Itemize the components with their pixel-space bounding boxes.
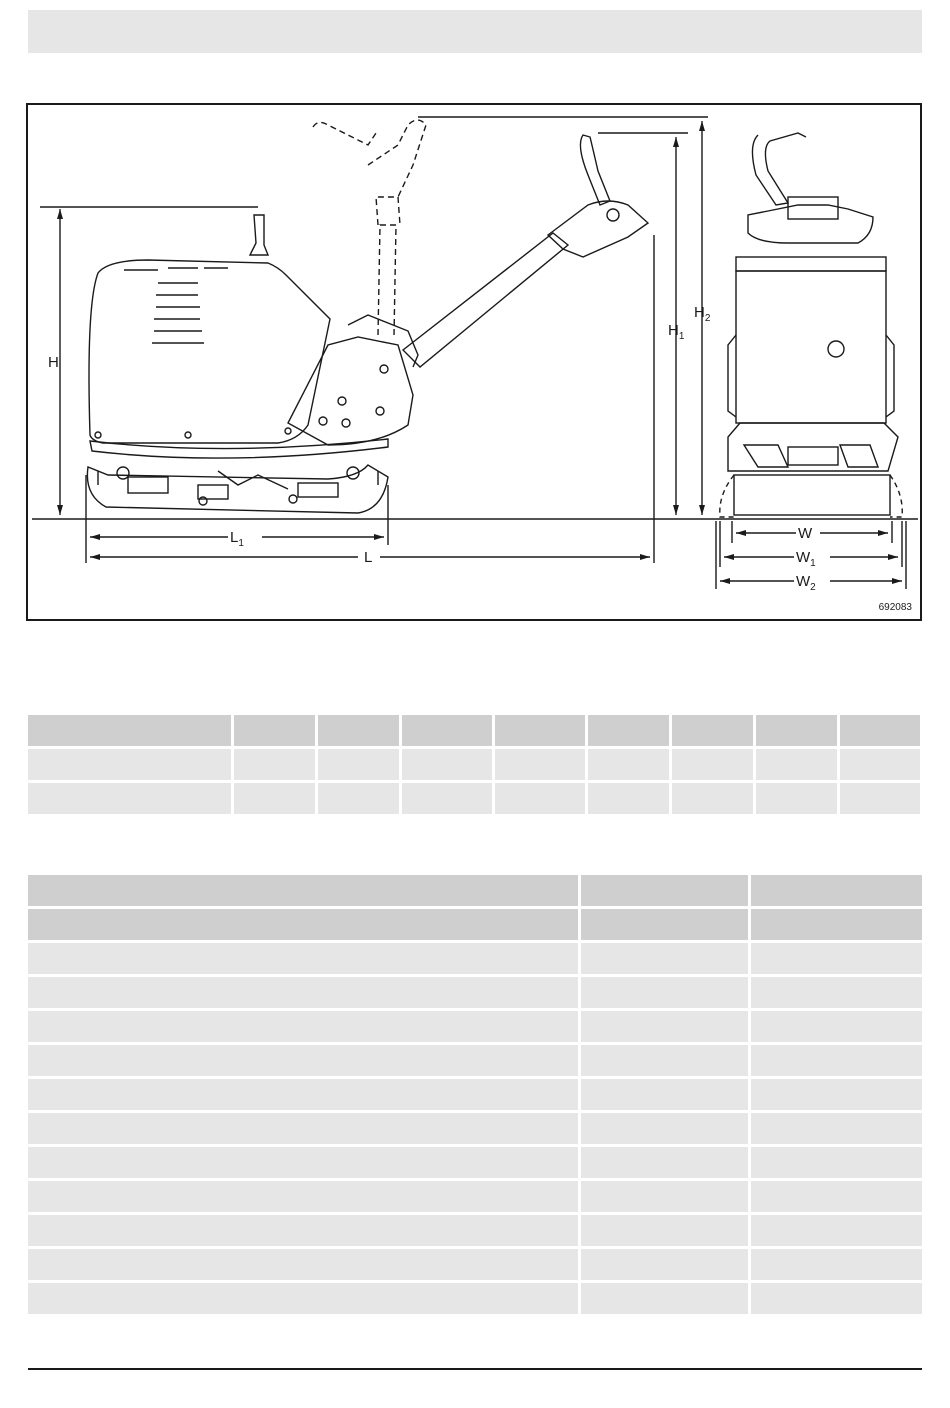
table-cell (751, 1079, 922, 1110)
table-cell (581, 1249, 748, 1280)
table-cell (581, 1113, 748, 1144)
label-w1: $W_1$ (796, 549, 816, 569)
table-row (28, 1147, 922, 1178)
table-cell (751, 1283, 922, 1314)
table-cell (581, 1181, 748, 1212)
table-cell (756, 749, 837, 780)
table-cell (840, 783, 920, 814)
table-cell (751, 943, 922, 974)
label-h2: $H_2$ (694, 304, 711, 324)
table-cell (672, 783, 753, 814)
label-l1: $L_1$ (230, 529, 244, 549)
table-cell (28, 1113, 578, 1144)
front-engine-body (736, 271, 886, 423)
table-cell (751, 1011, 922, 1042)
table-cell (581, 1079, 748, 1110)
table-cell (756, 783, 837, 814)
table-row (28, 1045, 922, 1076)
table-cell (402, 749, 492, 780)
front-base-plate (734, 475, 890, 515)
table-cell (588, 715, 669, 746)
table-cell (402, 715, 492, 746)
table-cell (581, 943, 748, 974)
machine-drawing (28, 105, 920, 619)
table-cell (495, 749, 585, 780)
table-cell (840, 715, 920, 746)
table-row (28, 783, 922, 814)
page-header-bar (28, 10, 922, 53)
table-cell (751, 1215, 922, 1246)
base-plate (87, 465, 388, 513)
table-cell (28, 875, 578, 906)
table-cell (28, 1215, 578, 1246)
table-cell (28, 715, 231, 746)
footer-rule (28, 1368, 922, 1370)
table-cell (581, 909, 748, 940)
table-cell (840, 749, 920, 780)
table-cell (581, 1283, 748, 1314)
label-h: H (48, 354, 59, 371)
table-cell (28, 1011, 578, 1042)
dimension-figure (26, 103, 922, 621)
table-row (28, 1079, 922, 1110)
table-cell (751, 977, 922, 1008)
label-w: W (798, 525, 813, 542)
table-cell (234, 749, 315, 780)
table-cell (234, 715, 315, 746)
table-row (28, 1181, 922, 1212)
table-cell (28, 1249, 578, 1280)
table-cell (28, 977, 578, 1008)
table-cell (751, 1249, 922, 1280)
table-cell (672, 749, 753, 780)
label-w2: $W_2$ (796, 573, 816, 593)
table-cell (495, 715, 585, 746)
table-header-row (28, 875, 922, 906)
table-cell (581, 1045, 748, 1076)
table-cell (28, 749, 231, 780)
table-cell (751, 1181, 922, 1212)
table-cell (28, 1079, 578, 1110)
table-header-row (28, 715, 922, 746)
table-row (28, 749, 922, 780)
table-cell (318, 749, 399, 780)
table-cell (28, 1147, 578, 1178)
table-row (28, 943, 922, 974)
table-row (28, 1249, 922, 1280)
dimension-table (28, 715, 922, 817)
table-cell (28, 909, 578, 940)
table-cell (234, 783, 315, 814)
spec-table (28, 875, 922, 1317)
table-cell (751, 909, 922, 940)
table-cell (751, 1147, 922, 1178)
label-h1: $H_1$ (668, 322, 685, 342)
table-cell (751, 875, 922, 906)
handle-bar (403, 233, 568, 367)
table-row (28, 1283, 922, 1314)
table-cell (318, 783, 399, 814)
table-cell (751, 1113, 922, 1144)
table-cell (28, 943, 578, 974)
table-cell (672, 715, 753, 746)
front-handle (752, 133, 806, 205)
table-row (28, 1215, 922, 1246)
table-cell (402, 783, 492, 814)
table-row (28, 1113, 922, 1144)
table-cell (581, 977, 748, 1008)
engine-hood (89, 260, 330, 443)
table-cell (588, 749, 669, 780)
table-cell (751, 1045, 922, 1076)
table-cell (28, 783, 231, 814)
table-row (28, 1011, 922, 1042)
table-cell (581, 1215, 748, 1246)
table-cell (581, 1011, 748, 1042)
table-cell (318, 715, 399, 746)
table-cell (28, 1283, 578, 1314)
label-l: L (364, 549, 373, 566)
table-cell (28, 1181, 578, 1212)
table-row (28, 977, 922, 1008)
table-cell (28, 1045, 578, 1076)
table-cell (756, 715, 837, 746)
rear-housing (288, 337, 413, 445)
figure-code: 692083 (878, 602, 912, 613)
table-cell (581, 875, 748, 906)
table-cell (581, 1147, 748, 1178)
table-header-row (28, 909, 922, 940)
table-cell (495, 783, 585, 814)
table-cell (588, 783, 669, 814)
